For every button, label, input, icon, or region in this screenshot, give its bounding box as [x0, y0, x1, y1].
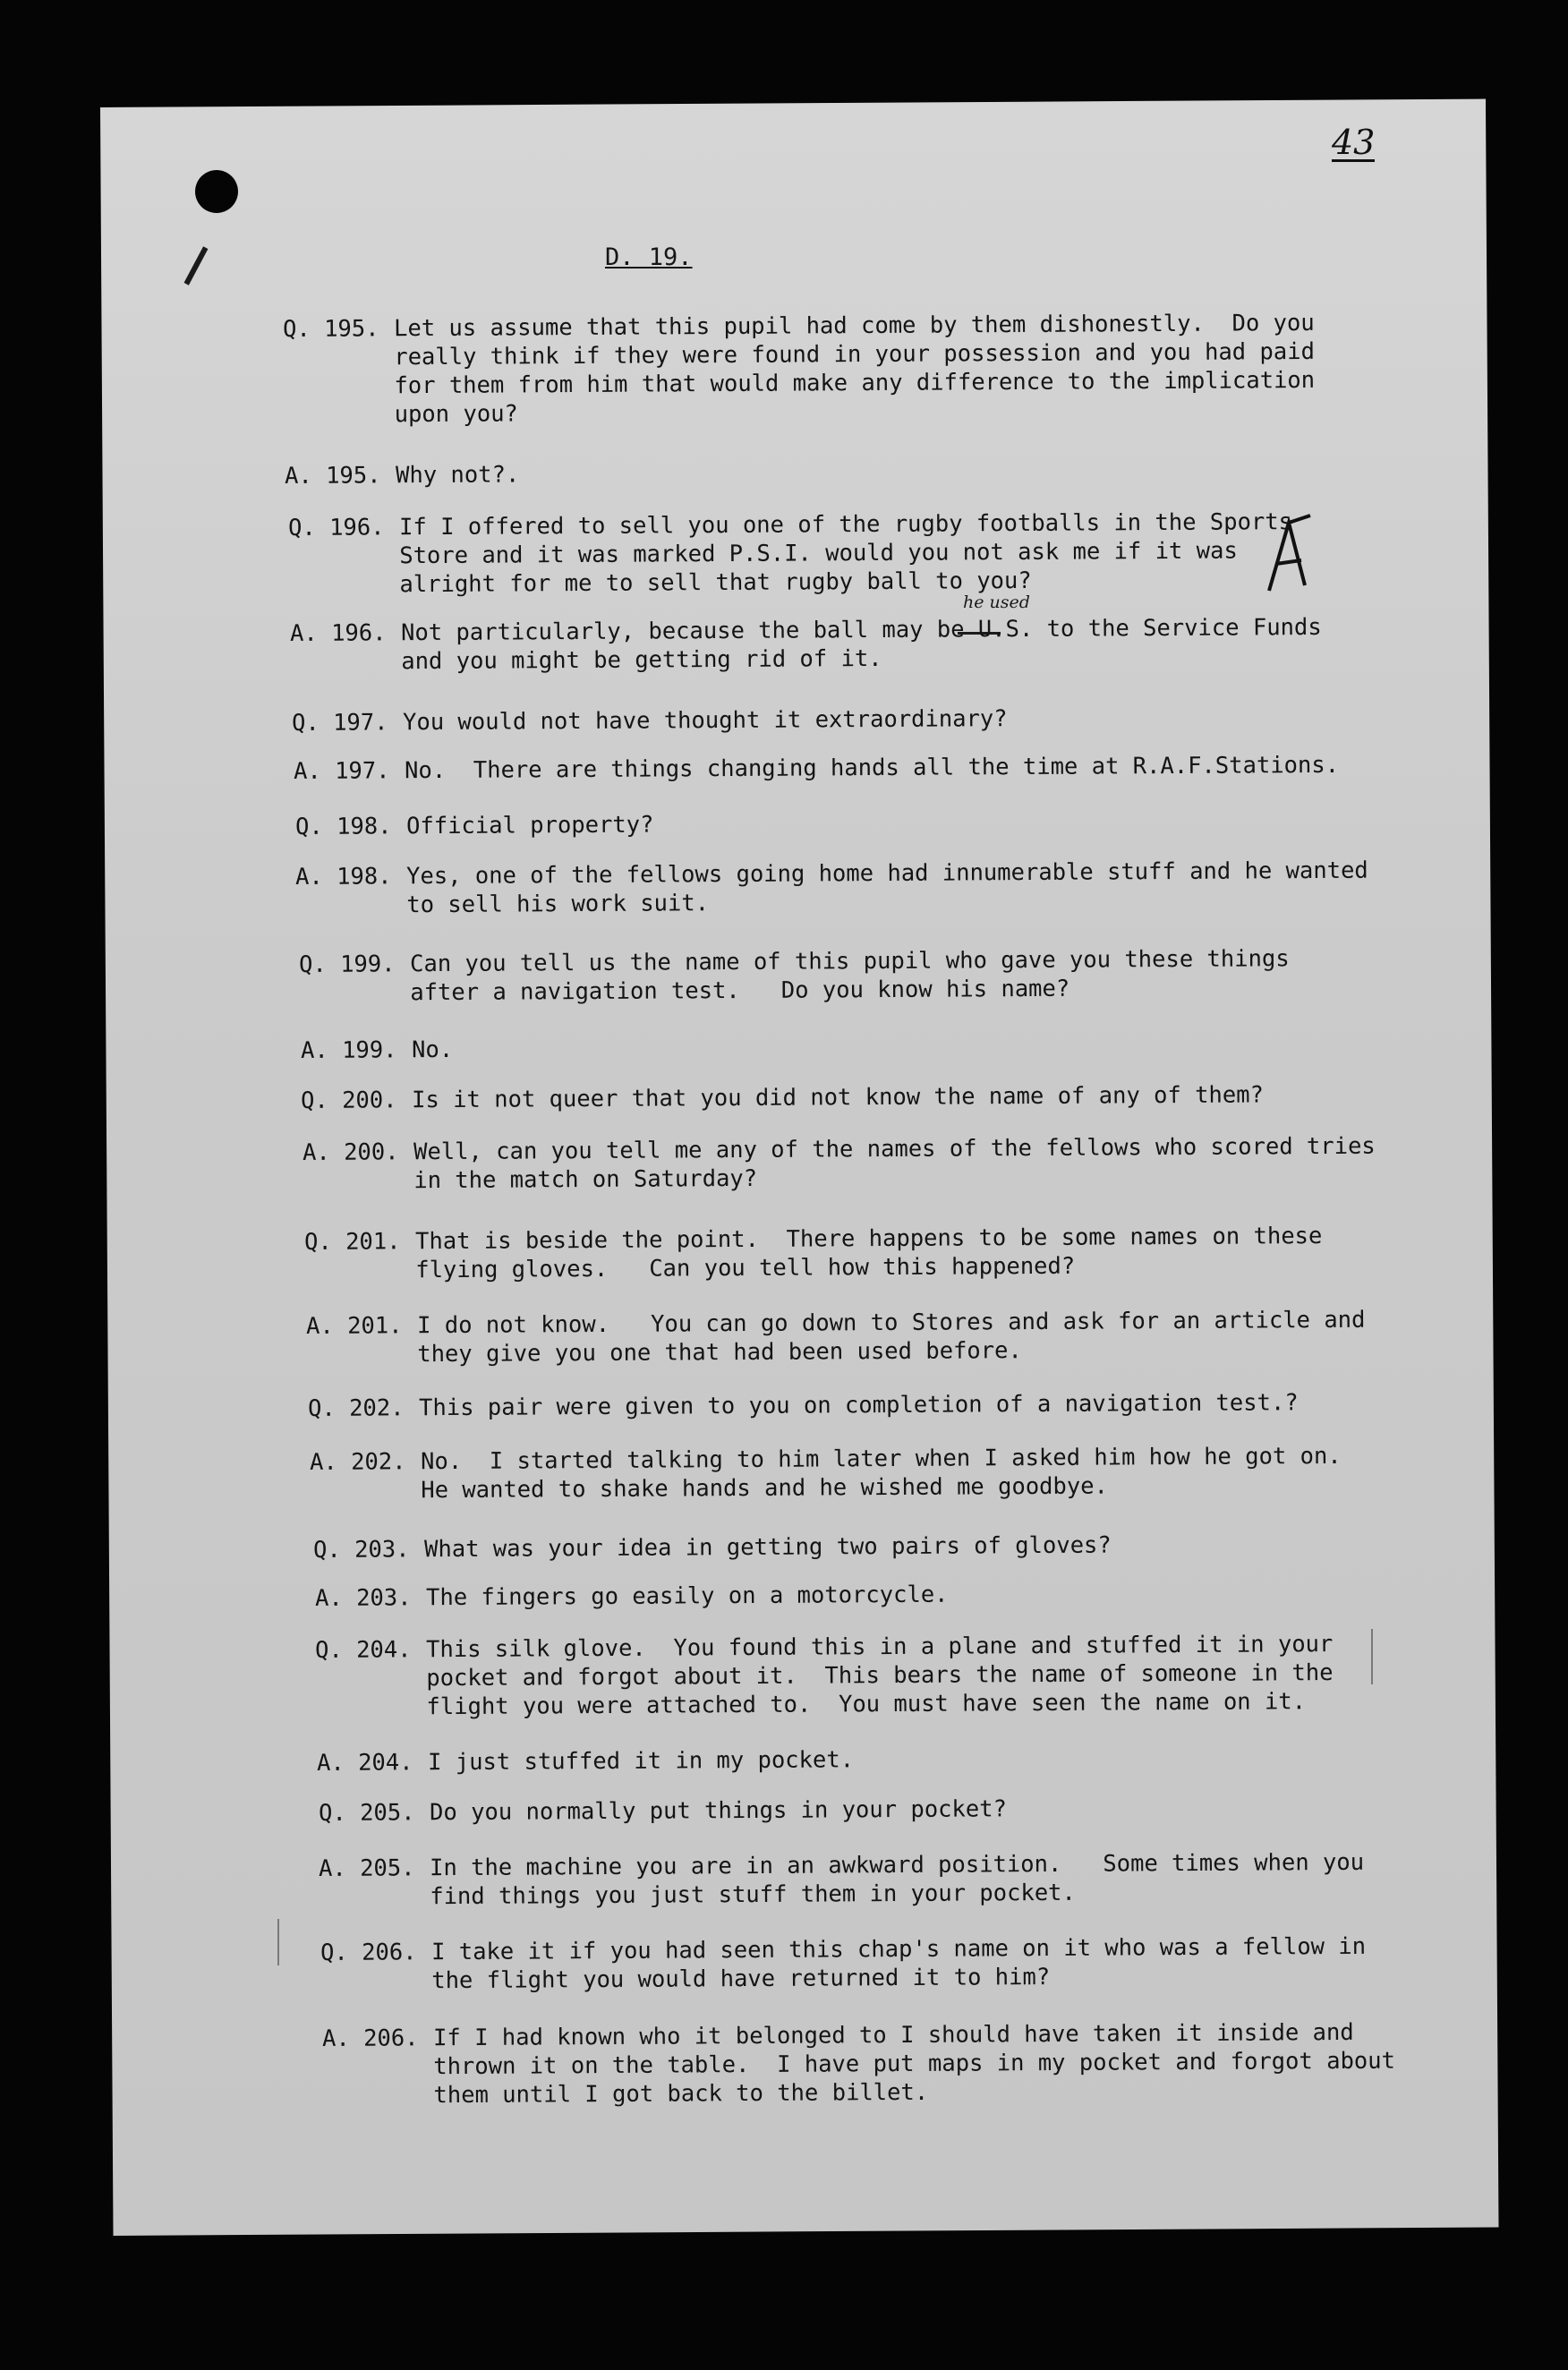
- entry-line: I just stuffed it in my pocket.: [428, 1746, 855, 1777]
- entry-line: Well, can you tell me any of the names of the fellows who scored tries: [413, 1132, 1376, 1166]
- entry-text: [431, 1932, 1416, 1996]
- entry-line: and you might be getting rid of it.: [401, 644, 882, 676]
- entry-number: Q. 196.: [288, 514, 385, 541]
- entry-line: You would not have thought it extraordinary?: [403, 705, 1008, 737]
- entry-number: A. 202.: [310, 1448, 406, 1476]
- entry-number: A. 197.: [294, 757, 390, 785]
- entry-line: Yes, one of the fellows going home had innumerable stuff and he wanted: [406, 857, 1368, 891]
- entry-text: [417, 1306, 1402, 1369]
- document-code: D. 19.: [605, 243, 693, 271]
- entry-text: [415, 1222, 1400, 1285]
- entry-number: A. 196.: [290, 619, 387, 647]
- entry-number: Q. 206.: [320, 1939, 417, 1966]
- handwritten-insertion: he used: [963, 592, 1030, 612]
- entry-line: for them from him that would make any difference to the implication: [394, 366, 1316, 400]
- page-number: 43: [1332, 123, 1376, 162]
- entry-line: flight you were attached to. You must have seen the name on it.: [426, 1688, 1307, 1721]
- entry-text: [401, 613, 1385, 677]
- entry-line: Why not?.: [396, 461, 520, 490]
- entry-line: really think if they were found in your possession and you had paid: [394, 337, 1315, 371]
- entry-line: upon you?: [394, 400, 518, 429]
- entry-number: Q. 202.: [308, 1394, 405, 1422]
- entry-line: That is beside the point. There happens to be some names on these: [415, 1223, 1323, 1256]
- entry-number: A. 205.: [319, 1854, 415, 1882]
- entry-line: Let us assume that this pupil had come by them dishonestly. Do you: [394, 309, 1315, 343]
- entry-number: Q. 205.: [319, 1799, 415, 1827]
- entry-number: A. 206.: [322, 2025, 419, 2052]
- entry-line: This pair were given to you on completion of a navigation test.?: [419, 1389, 1299, 1422]
- entry-line: Not particularly, because the ball may be U.S. to the Service Funds: [401, 613, 1322, 647]
- entry-text: [394, 309, 1379, 430]
- entry-line: the flight you would have returned it to him?: [431, 1964, 1051, 1995]
- entry-text: [424, 1530, 1409, 1564]
- entry-line: after a navigation test. Do you know his name?: [410, 975, 1070, 1007]
- entry-text: [421, 1442, 1405, 1505]
- entry-text: [413, 1132, 1398, 1196]
- entry-text: [426, 1630, 1411, 1722]
- entry-number: A. 195.: [285, 462, 381, 490]
- entry-text: [430, 1793, 1414, 1828]
- entry-line: He wanted to shake hands and he wished me goodbye.: [421, 1472, 1108, 1505]
- entry-number: Q. 203.: [313, 1536, 410, 1564]
- margin-line: [277, 1919, 279, 1965]
- entry-number: Q. 201.: [304, 1228, 401, 1256]
- entry-number: A. 199.: [301, 1036, 397, 1064]
- entry-number: A. 203.: [315, 1584, 412, 1612]
- entry-number: Q. 199.: [299, 951, 396, 978]
- entry-number: Q. 198.: [295, 813, 392, 840]
- entry-text: [430, 1848, 1414, 1912]
- entry-text: [403, 703, 1387, 737]
- entry-text: [406, 806, 1391, 841]
- entry-text: [410, 944, 1394, 1008]
- entry-line: Store and it was marked P.S.I. would you not ask me if it was: [399, 537, 1238, 570]
- entry-text: [405, 751, 1389, 786]
- entry-text: [428, 1743, 1412, 1778]
- entry-line: If I had known who it belonged to I should have taken it inside and: [433, 2018, 1354, 2052]
- entry-line: No. I started talking to him later when I asked him how he got on.: [421, 1442, 1342, 1476]
- entry-line: to sell his work suit.: [406, 890, 710, 919]
- entry-line: I take it if you had seen this chap's name on it who was a fellow in: [431, 1932, 1367, 1966]
- entry-line: This silk glove. You found this in a plane and stuffed it in your: [426, 1631, 1334, 1664]
- entry-line: them until I got back to the billet.: [433, 2078, 929, 2110]
- entry-line: find things you just stuff them in your pocket.: [430, 1879, 1076, 1911]
- entry-number: A. 201.: [306, 1312, 403, 1340]
- entry-line: What was your idea in getting two pairs of gloves?: [424, 1531, 1112, 1564]
- entry-line: alright for me to sell that rugby ball to you?: [399, 567, 1032, 599]
- entry-text: [412, 1080, 1396, 1115]
- entry-line: pocket and forgot about it. This bears the name of someone in the: [426, 1659, 1334, 1692]
- entry-line: No.: [412, 1036, 454, 1064]
- entry-number: A. 198.: [295, 863, 392, 891]
- entry-text: [433, 2018, 1419, 2110]
- entry-line: In the machine you are in an awkward position. Some times when you: [430, 1848, 1365, 1882]
- entry-number: Q. 204.: [315, 1636, 412, 1664]
- entry-number: Q. 197.: [292, 709, 388, 737]
- entry-number: A. 200.: [303, 1138, 399, 1166]
- entry-line: If I offered to sell you one of the rugby footballs in the Sports: [399, 508, 1293, 541]
- entry-line: thrown it on the table. I have put maps in my pocket and forgot about: [433, 2047, 1396, 2081]
- punch-hole: [195, 170, 238, 213]
- entry-text: [399, 507, 1385, 600]
- entry-line: No. There are things changing hands all the time at R.A.F.Stations.: [405, 751, 1340, 785]
- entry-line: Is it not queer that you did not know the name of any of them?: [412, 1081, 1265, 1114]
- entry-line: The fingers go easily on a motorcycle.: [426, 1581, 949, 1612]
- entry-text: [396, 456, 1380, 490]
- entry-text: [419, 1388, 1403, 1423]
- entry-line: they give you one that had been used before.: [417, 1337, 1022, 1368]
- entry-line: in the match on Saturday?: [413, 1164, 758, 1195]
- entry-number: Q. 200.: [301, 1087, 397, 1114]
- entry-number: Q. 195.: [283, 315, 379, 343]
- entry-line: Official property?: [406, 811, 654, 840]
- entry-line: I do not know. You can go down to Stores and ask for an article and: [417, 1306, 1366, 1340]
- entry-line: Can you tell us the name of this pupil who gave you these things: [410, 945, 1290, 978]
- entry-line: flying gloves. Can you tell how this happened?: [415, 1252, 1076, 1284]
- entry-text: [426, 1578, 1410, 1613]
- entry-number: A. 204.: [317, 1749, 413, 1777]
- entry-text: [406, 857, 1391, 920]
- entry-text: [412, 1030, 1396, 1065]
- entry-line: Do you normally put things in your pocket?: [430, 1795, 1007, 1827]
